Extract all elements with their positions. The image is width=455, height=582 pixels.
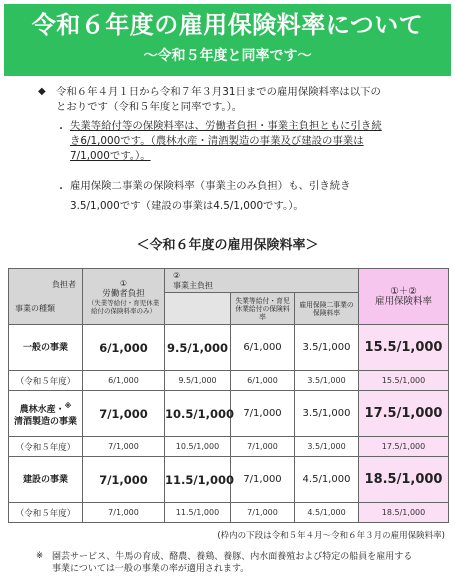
bullet-icon: ・ bbox=[56, 184, 66, 195]
employer-header: ② 事業主負担 bbox=[165, 269, 359, 293]
prev-year-label: （令和５年度） bbox=[9, 503, 83, 523]
worker-rate: 7/1,000 bbox=[83, 457, 165, 503]
bullet2-line-1: 雇用保険二事業の保険料率（事業主のみ負担）も、引き続き bbox=[70, 180, 351, 192]
employer-rate: 10.5/1,000 bbox=[165, 391, 231, 437]
footnote-mark: ※ bbox=[36, 551, 44, 561]
bullet1-line-2: き6/1,000です。（農林水産・清酒製造の事業及び建設の事業は bbox=[70, 135, 364, 147]
corner-header bbox=[9, 269, 83, 325]
page-subtitle: ～令和５年度と同率です～ bbox=[143, 48, 312, 64]
row-label: 建設の事業 bbox=[9, 457, 83, 503]
worker-rate: 6/1,000 bbox=[83, 325, 165, 371]
prev-benefit-rate: 6/1,000 bbox=[231, 371, 295, 391]
bullet1-line-1: 失業等給付等の保険料率は、労働者負担・事業主負担ともに引き続 bbox=[70, 120, 382, 132]
employer-two-business-header: 雇用保険二事業の保険料率 bbox=[295, 293, 359, 325]
employer-benefit-rate: 7/1,000 bbox=[231, 391, 295, 437]
total-rate: 15.5/1,000 bbox=[359, 325, 449, 371]
title-banner bbox=[4, 4, 451, 76]
table-row bbox=[9, 325, 449, 371]
table-row-prev bbox=[9, 503, 449, 523]
prev-employer-rate: 11.5/1,000 bbox=[165, 503, 231, 523]
footnote bbox=[52, 551, 452, 575]
worker-header: ① 労働者負担 （失業等給付・育児休業給付の保険料率のみ） bbox=[83, 269, 165, 325]
prev-worker-rate: 6/1,000 bbox=[83, 371, 165, 391]
prev-benefit-rate: 7/1,000 bbox=[231, 437, 295, 457]
page-title: 令和６年度の雇用保険料率について bbox=[31, 11, 424, 39]
total-header: ①＋② 雇用保険料率 bbox=[359, 269, 449, 325]
employer-two-business-rate: 3.5/1,000 bbox=[295, 325, 359, 371]
prev-total-rate: 18.5/1,000 bbox=[359, 503, 449, 523]
worker-rate: 7/1,000 bbox=[83, 391, 165, 437]
prev-worker-rate: 7/1,000 bbox=[83, 503, 165, 523]
prev-worker-rate: 7/1,000 bbox=[83, 437, 165, 457]
row-label: 農林水産・※ 清酒製造の事業 bbox=[9, 391, 83, 437]
table-row bbox=[9, 457, 449, 503]
employer-two-business-rate: 4.5/1,000 bbox=[295, 457, 359, 503]
table-row bbox=[9, 391, 449, 437]
intro-line-2: とおりです（令和５年度と同率です。）。 bbox=[56, 101, 243, 113]
total-rate: 18.5/1,000 bbox=[359, 457, 449, 503]
prev-two-business-rate: 4.5/1,000 bbox=[295, 503, 359, 523]
footnote-line-1: 園芸サービス、牛馬の育成、酪農、養鶏、養豚、内水面養殖および特定の船員を雇用する bbox=[52, 552, 413, 562]
prev-year-label: （令和５年度） bbox=[9, 437, 83, 457]
prev-total-rate: 17.5/1,000 bbox=[359, 437, 449, 457]
prev-two-business-rate: 3.5/1,000 bbox=[295, 371, 359, 391]
bullet1-line-3: 7/1,000です。）。 bbox=[70, 150, 151, 162]
insurance-rate-table bbox=[8, 268, 449, 523]
prev-two-business-rate: 3.5/1,000 bbox=[295, 437, 359, 457]
footnote-line-2: 事業については一般の事業の率が適用されます。 bbox=[52, 564, 250, 574]
bullet2-line-2: 3.5/1,000です（建設の事業は4.5/1,000です。）。 bbox=[70, 200, 304, 212]
employer-rate: 11.5/1,000 bbox=[165, 457, 231, 503]
table-row-prev bbox=[9, 371, 449, 391]
corner-bottom-label: 事業の種類 bbox=[15, 303, 55, 313]
total-rate: 17.5/1,000 bbox=[359, 391, 449, 437]
employer-benefit-rate: 6/1,000 bbox=[231, 325, 295, 371]
employer-benefit-rate: 7/1,000 bbox=[231, 457, 295, 503]
employer-two-business-rate: 3.5/1,000 bbox=[295, 391, 359, 437]
table-row-prev bbox=[9, 437, 449, 457]
prev-total-rate: 15.5/1,000 bbox=[359, 371, 449, 391]
prev-employer-rate: 9.5/1,000 bbox=[165, 371, 231, 391]
bullet-icon: ・ bbox=[56, 124, 66, 135]
intro-line-1: 令和６年４月１日から令和７年３月31日までの雇用保険料率は以下の bbox=[56, 86, 381, 98]
diamond-bullet-icon: ◆ bbox=[38, 86, 46, 97]
employer-rate: 9.5/1,000 bbox=[165, 325, 231, 371]
prev-year-label: （令和５年度） bbox=[9, 371, 83, 391]
row-label: 一般の事業 bbox=[9, 325, 83, 371]
corner-top-label: 負担者 bbox=[52, 279, 76, 289]
table-note: (枠内の下段は令和５年４月～令和６年３月の雇用保険料率) bbox=[217, 531, 445, 541]
table-title: ＜令和６年度の雇用保険料率＞ bbox=[136, 238, 319, 253]
employer-subheader-blank bbox=[165, 293, 231, 325]
employer-benefit-header: 失業等給付・育児休業給付の保険料率 bbox=[231, 293, 295, 325]
prev-benefit-rate: 7/1,000 bbox=[231, 503, 295, 523]
prev-employer-rate: 10.5/1,000 bbox=[165, 437, 231, 457]
